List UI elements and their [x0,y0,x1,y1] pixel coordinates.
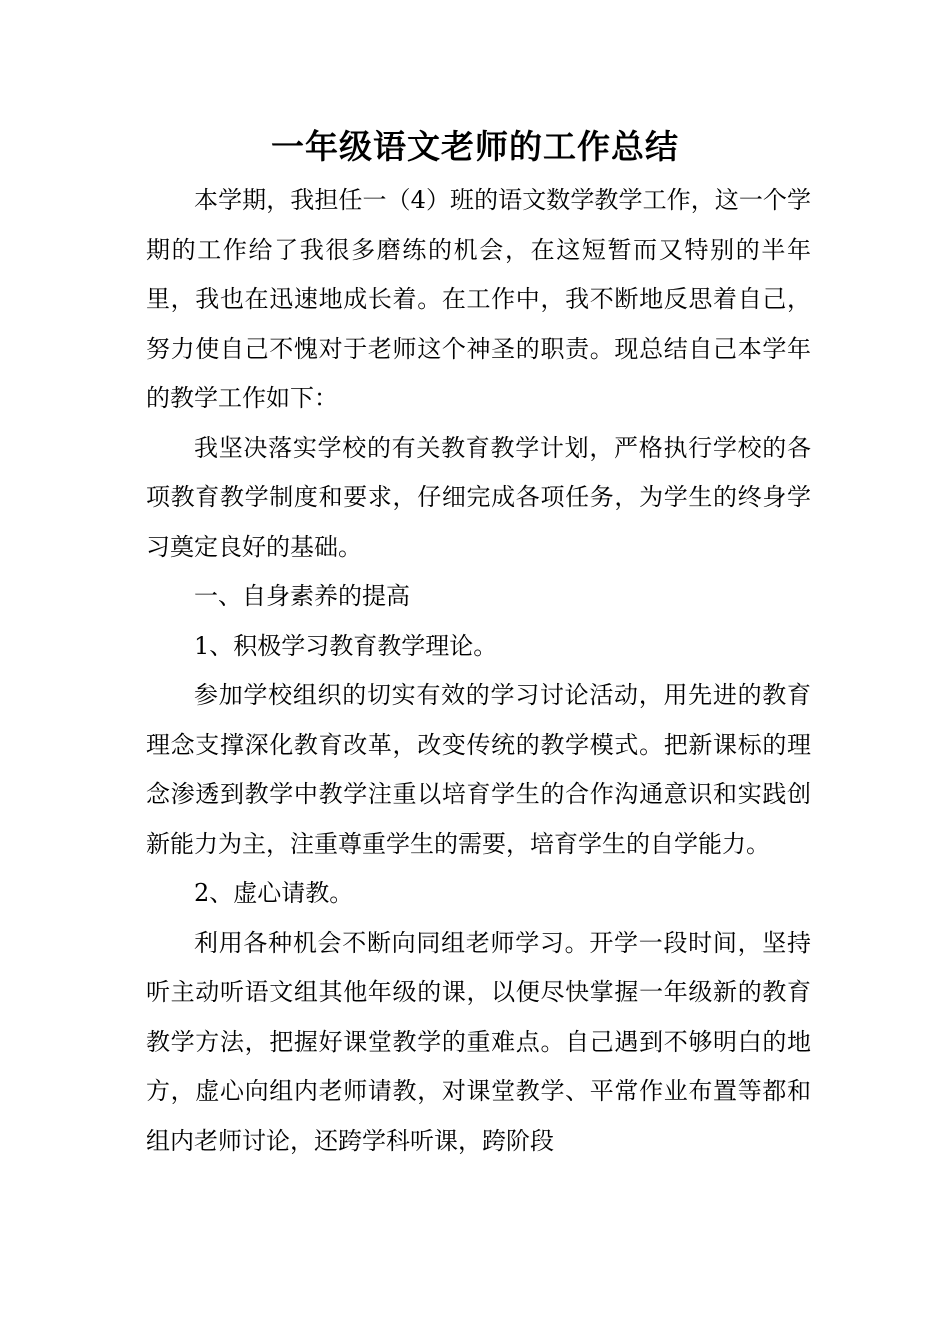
subheading-ask-advice: 2、虚心请教。 [194,879,354,907]
paragraph-ask-advice: 利用各种机会不断向同组老师学习。开学一段时间，坚持听主动听语文组其他年级的课，以便尽快掌握一年级新的教育教学方法，把握好课堂教学的重难点。自己遇到不够明白的地方，虚心向组内老师请教，对课堂教学、平常作业布置等都和组内老师讨论，还跨学科听课，跨阶段 [146,928,811,1155]
document-body [146,176,811,1166]
document-title: 一年级语文老师的工作总结 [271,127,679,166]
paragraph-intro: 本学期，我担任一（4）班的语文数学教学工作，这一个学期的工作给了我很多磨练的机会，在这短暂而又特别的半年里，我也在迅速地成长着。在工作中，我不断地反思着自己，努力使自己不愧对于老师这个神圣的职责。现总结自己本学年的教学工作如下： [146,186,811,412]
subheading-study-theory: 1、积极学习教育教学理论。 [194,631,498,660]
paragraph-study-theory: 参加学校组织的切实有效的学习讨论活动，用先进的教育理念支撑深化教育改革，改变传统的教学模式。把新课标的理念渗透到教学中教学注重以培育学生的合作沟通意识和实践创新能力为主，注重尊重学生的需要，培育学生的自学能力。 [146,681,811,858]
paragraph-plan: 我坚决落实学校的有关教育教学计划，严格执行学校的各项教育教学制度和要求，仔细完成各项任务，为学生的终身学习奠定良好的基础。 [146,433,811,561]
section-heading-self-improvement: 一、自身素养的提高 [194,582,410,610]
